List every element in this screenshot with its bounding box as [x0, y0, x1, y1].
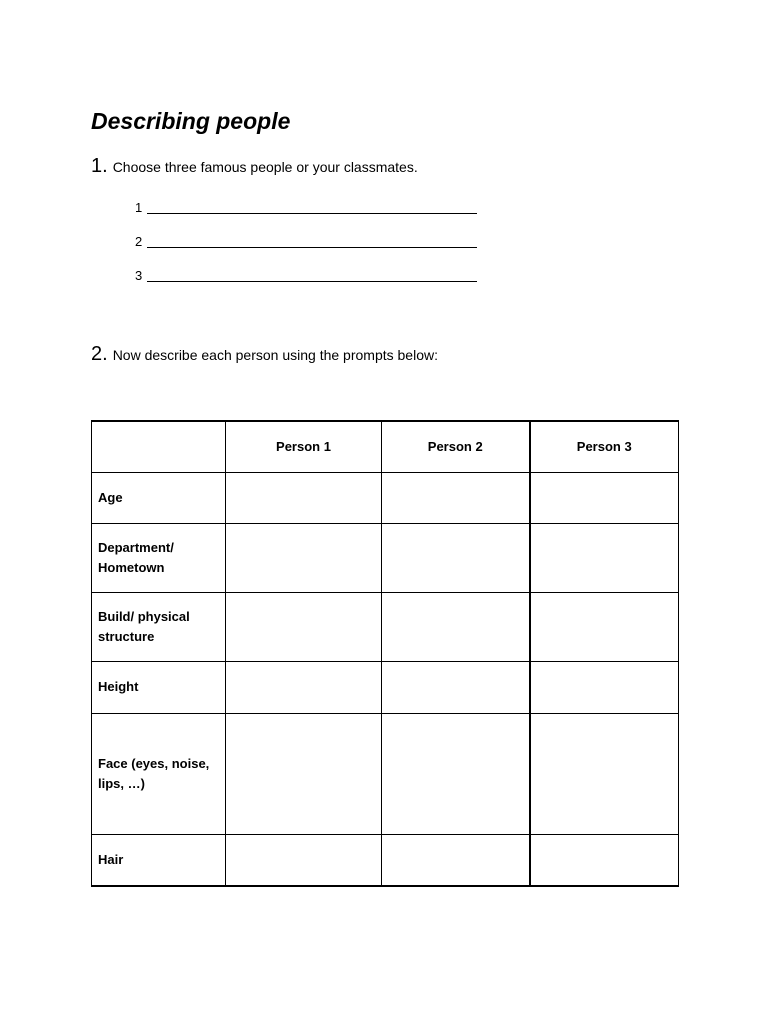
- answer-line-rule: [147, 281, 477, 282]
- answer-cell-person-2[interactable]: [382, 592, 530, 661]
- answer-cell-person-1[interactable]: [226, 592, 382, 661]
- answer-cell-person-2[interactable]: [382, 834, 530, 886]
- table-row-age: [92, 472, 679, 523]
- answer-line-1[interactable]: [135, 198, 477, 218]
- column-header-person-2: Person 2: [382, 421, 530, 472]
- answer-cell-person-3[interactable]: [530, 661, 679, 713]
- table-row-build: [92, 592, 679, 661]
- row-label-build: [92, 592, 226, 661]
- table-row-hair: [92, 834, 679, 886]
- row-label-line: Department/: [98, 540, 174, 555]
- answer-line-number: 2: [135, 234, 143, 249]
- row-label-age: Age: [92, 472, 226, 523]
- answer-cell-person-2[interactable]: [382, 523, 530, 592]
- answer-cell-person-2[interactable]: [382, 661, 530, 713]
- table-row-department: [92, 523, 679, 592]
- answer-cell-person-3[interactable]: [530, 834, 679, 886]
- page-title: Describing people: [91, 108, 291, 134]
- answer-line-3[interactable]: [135, 266, 477, 286]
- answer-cell-person-1[interactable]: [226, 523, 382, 592]
- answer-cell-person-3[interactable]: [530, 592, 679, 661]
- row-label-line: Hometown: [98, 559, 165, 575]
- answer-line-number: 1: [135, 200, 143, 215]
- answer-line-2[interactable]: [135, 232, 477, 252]
- question-1-text: Choose three famous people or your classmates.: [112, 159, 418, 175]
- row-label-department: [92, 523, 226, 592]
- column-header-person-3: Person 3: [530, 421, 679, 472]
- table-header-row: [92, 421, 679, 472]
- question-2: [91, 343, 438, 366]
- row-label-line: Face (eyes, noise,: [98, 756, 210, 771]
- answer-cell-person-1[interactable]: [226, 661, 382, 713]
- answer-cell-person-1[interactable]: [226, 713, 382, 834]
- answer-cell-person-1[interactable]: [226, 834, 382, 886]
- row-label-line: structure: [98, 628, 155, 644]
- answer-cell-person-3[interactable]: [530, 523, 679, 592]
- question-2-text: Now describe each person using the prompts below:: [112, 347, 438, 363]
- column-header-person-1: Person 1: [226, 421, 382, 472]
- answer-line-rule: [147, 213, 477, 214]
- answer-cell-person-2[interactable]: [382, 472, 530, 523]
- question-2-number: 2.: [91, 343, 108, 365]
- description-table: [91, 420, 679, 887]
- row-label-height: Height: [92, 661, 226, 713]
- table-corner-cell: [92, 421, 226, 472]
- table-row-height: [92, 661, 679, 713]
- answer-cell-person-3[interactable]: [530, 713, 679, 834]
- table-row-face: [92, 713, 679, 834]
- row-label-line: Build/ physical: [98, 609, 190, 624]
- row-label-hair: Hair: [92, 834, 226, 886]
- answer-cell-person-3[interactable]: [530, 472, 679, 523]
- row-label-line: lips, …): [98, 775, 145, 791]
- answer-line-number: 3: [135, 268, 143, 283]
- row-label-face: [92, 713, 226, 834]
- answer-line-rule: [147, 247, 477, 248]
- answer-cell-person-2[interactable]: [382, 713, 530, 834]
- answer-cell-person-1[interactable]: [226, 472, 382, 523]
- question-1-number: 1.: [91, 155, 108, 177]
- question-1: [91, 155, 418, 178]
